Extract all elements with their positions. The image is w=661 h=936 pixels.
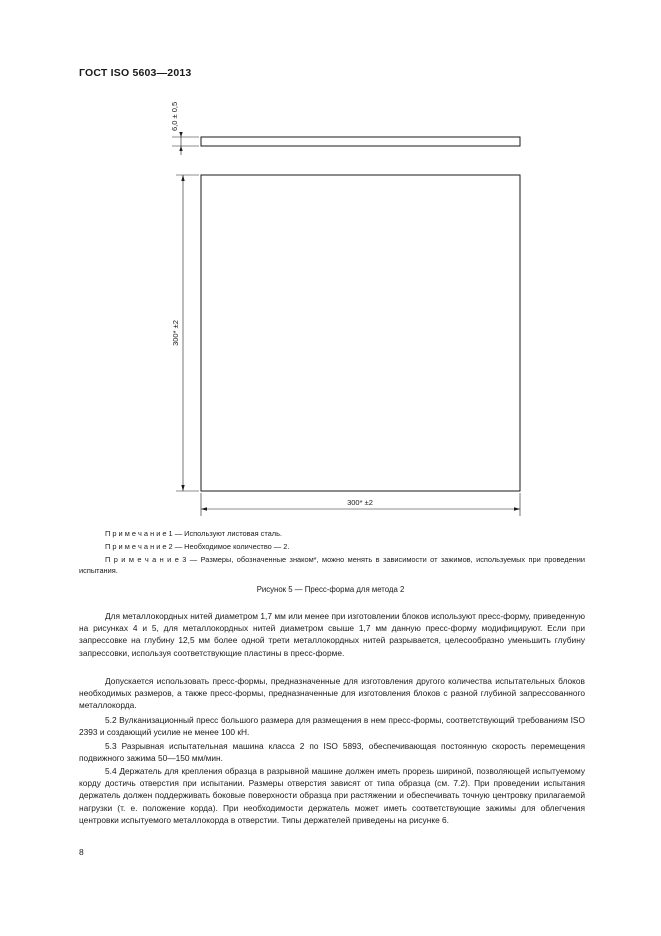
figure-note-2 <box>79 541 585 552</box>
thickness-arrow-bottom <box>179 146 182 151</box>
document-header: ГОСТ ISO 5603—2013 <box>79 67 192 79</box>
body-paragraph-5-4: 5.4 Держатель для крепления образца в разрывной машине должен иметь прорезь шириной, позволяющей испытуемому корду достичь отверстия при испытании. Размеры отверстия зависят от типа образца (см. 7.2). При проведении испытания держатель должен поддерживать боковые поверхности образца при растяжении и обеспечивать точную центровку прилагаемой нагрузки (т. е. положение корда). При необходимости держатель может иметь соответствующие зажимы для облегчения центровки испытуемого металлокорда в отверстии. Типы держателей приведены на рисунке 6. <box>79 766 585 825</box>
height-arrow-top <box>181 175 184 181</box>
note-label: П р и м е ч а н и е 3 <box>105 555 187 564</box>
width-arrow-left <box>201 507 207 510</box>
body-paragraph-5-2: 5.2 Вулканизационный пресс большого размера для размещения в нем пресс-формы, соответствующий требованиям ISO 2393 и создающий усилие не менее 100 кН. <box>79 715 585 738</box>
figure-caption: Рисунок 5 — Пресс-форма для метода 2 <box>256 585 405 594</box>
height-dimension-label: 300* ±2 <box>171 320 180 346</box>
plate-plan-view <box>201 175 520 491</box>
note-label: П р и м е ч а н и е 1 <box>105 529 173 538</box>
page-number: 8 <box>79 847 84 857</box>
height-arrow-bottom <box>181 485 184 491</box>
note-label: П р и м е ч а н и е 2 <box>105 542 173 551</box>
body-paragraph-5-3: 5.3 Разрывная испытательная машина класса 2 по ISO 5893, обеспечивающая постоянную скорость перемещения подвижного зажима 50—150 мм/мин. <box>79 741 585 764</box>
body-paragraph-2: Допускается использовать пресс-формы, предназначенные для изготовления другого количества испытательных блоков необходимых размеров, а также пресс-формы, предназначенные для изготовления блоков с разной глубиной запрессованного металлокорда. <box>79 676 585 711</box>
thickness-dimension-label: 6,0 ± 0,5 <box>170 101 179 131</box>
plate-side-view <box>201 137 520 146</box>
figure-note-3 <box>79 554 585 576</box>
width-dimension-label: 300* ±2 <box>347 498 373 507</box>
note-text: — Необходимое количество — 2. <box>172 542 290 551</box>
note-text: — Используют листовая сталь. <box>172 529 282 538</box>
figure-note-1 <box>79 528 585 539</box>
thickness-arrow-top <box>179 132 182 137</box>
width-arrow-right <box>514 507 520 510</box>
body-paragraph-1: Для металлокордных нитей диаметром 1,7 мм или менее при изготовлении блоков используют пресс-форму, приведенную на рисунках 4 и 5, для металлокордных нитей диаметром свыше 1,7 мм данную пресс-форму модифицируют. Если при запрессовке на глубину 12,5 мм более одной трети металлокордных нитей разрывается, целесообразно уменьшить глубину запрессовки, используя соответствующие пластины в пресс-форме. <box>79 611 585 658</box>
note-text: — Размеры, обозначенные знаком*, можно менять в зависимости от зажимов, используемых при проведении испытания. <box>79 555 585 575</box>
